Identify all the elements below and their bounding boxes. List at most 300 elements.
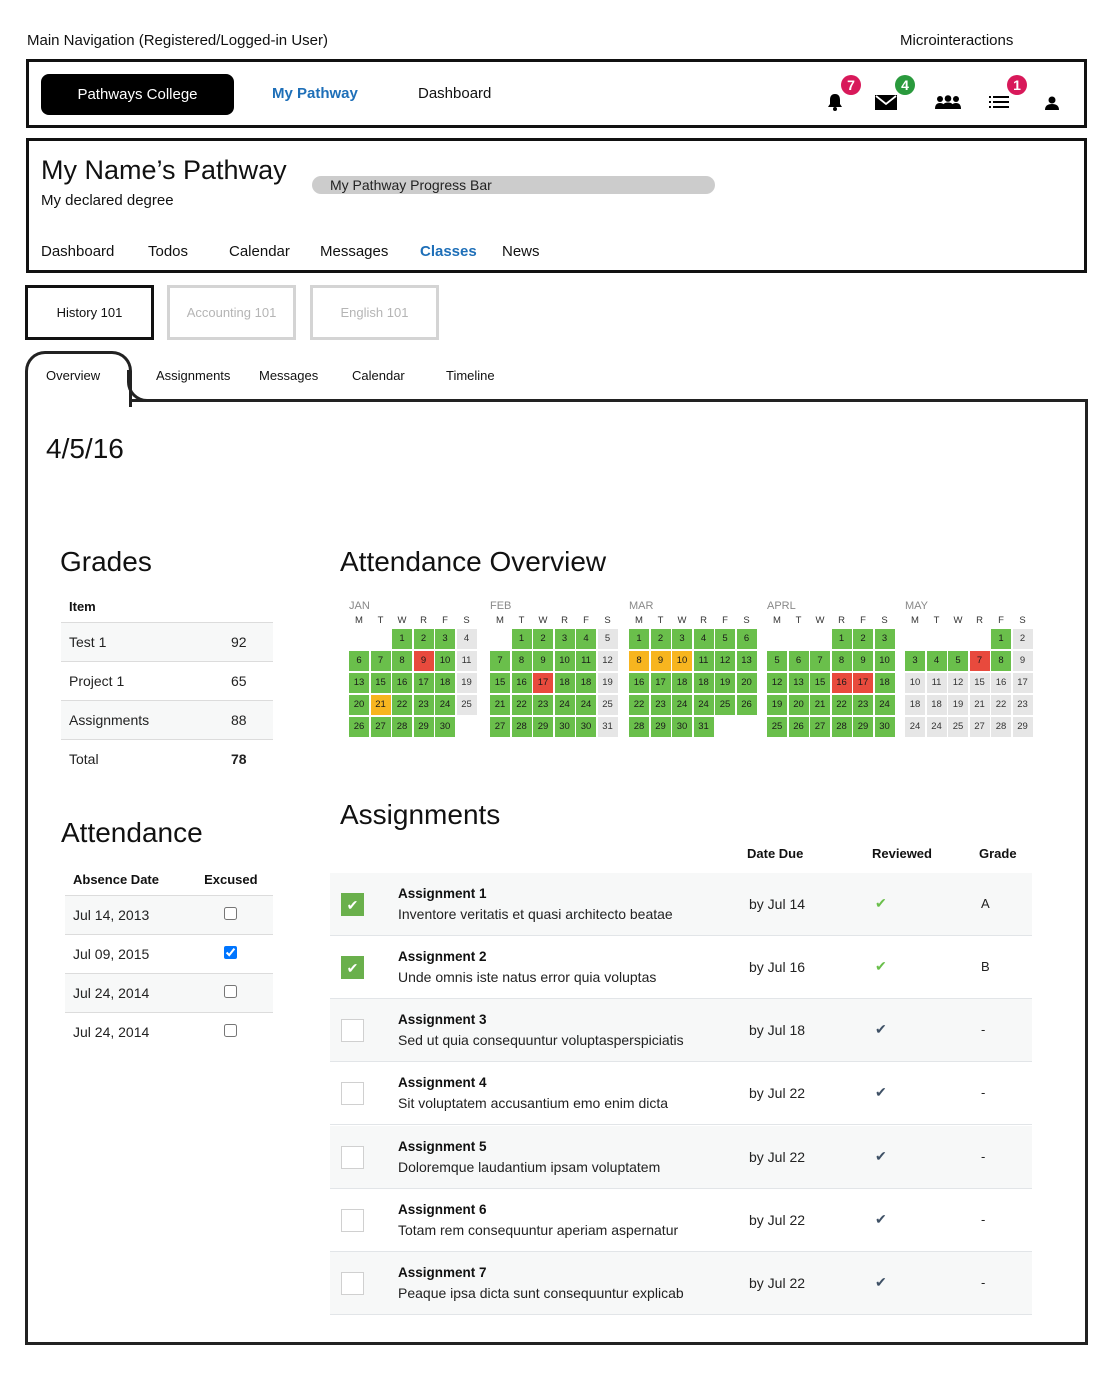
calendar-day[interactable]: 27 — [810, 717, 830, 737]
calendar-day[interactable]: 8 — [629, 651, 649, 671]
assignment-title: Assignment 5 — [398, 1139, 487, 1154]
calendar-day[interactable]: 23 — [414, 695, 434, 715]
nav-dashboard[interactable]: Dashboard — [418, 85, 492, 102]
weekday-label: R — [420, 615, 427, 626]
current-date: 4/5/16 — [46, 433, 124, 464]
weekday-label: T — [933, 615, 940, 626]
assignment-description: Doloremque laudantium ipsam voluptatem — [398, 1159, 661, 1175]
calendar-day[interactable]: 2 — [853, 629, 873, 649]
main-nav-caption: Main Navigation (Registered/Logged-in User) — [27, 32, 328, 49]
calendar-day[interactable]: 5 — [767, 651, 787, 671]
calendar-day[interactable]: 9 — [853, 651, 873, 671]
calendar-day[interactable]: 24 — [672, 695, 692, 715]
calendar-day[interactable]: 4 — [927, 651, 947, 671]
calendar-day[interactable]: 30 — [435, 717, 455, 737]
weekday-label: W — [538, 615, 548, 626]
calendar-day[interactable]: 28 — [629, 717, 649, 737]
calendar-day[interactable]: 22 — [512, 695, 532, 715]
assignment-checkbox[interactable]: ✔ — [341, 956, 364, 979]
assignment-due-date: by Jul 22 — [749, 1149, 806, 1165]
reviewed-check-icon: ✔ — [875, 1021, 887, 1037]
calendar-month — [490, 600, 618, 737]
assignment-checkbox[interactable] — [341, 1082, 364, 1105]
calendar-day[interactable]: 3 — [905, 651, 925, 671]
class-tab-history-101[interactable]: History 101 — [25, 285, 154, 340]
calendar-day[interactable]: 4 — [694, 629, 714, 649]
calendar-day[interactable]: 27 — [371, 717, 391, 737]
assignment-row[interactable] — [330, 1252, 1032, 1315]
calendar-day[interactable]: 20 — [349, 695, 369, 715]
weekday-label: F — [583, 615, 589, 626]
calendar-day[interactable]: 29 — [533, 717, 553, 737]
assignment-title: Assignment 2 — [398, 949, 487, 964]
group-icon — [935, 95, 961, 109]
weekday-label: M — [635, 615, 643, 626]
calendar-day[interactable]: 17 — [651, 673, 671, 693]
weekday-label: R — [700, 615, 707, 626]
notifications-badge: 7 — [841, 75, 861, 95]
calendar-day[interactable]: 18 — [435, 673, 455, 693]
calendar-month — [905, 600, 1033, 737]
assignment-grade: A — [981, 896, 990, 911]
user-icon — [1045, 96, 1059, 110]
calendar-day[interactable]: 23 — [533, 695, 553, 715]
weekday-label: F — [722, 615, 728, 626]
calendar-day[interactable]: 26 — [349, 717, 369, 737]
assignment-checkbox[interactable]: ✔ — [341, 893, 364, 916]
calendar-day[interactable]: 18 — [555, 673, 575, 693]
reviewed-header: Reviewed — [872, 846, 932, 861]
calendar-day[interactable]: 25 — [457, 695, 477, 715]
assignment-grade: B — [981, 959, 990, 974]
calendar-day[interactable]: 2 — [1013, 629, 1033, 649]
calendar-month — [767, 600, 895, 737]
calendar-day[interactable]: 22 — [991, 695, 1011, 715]
calendar-day[interactable]: 29 — [651, 717, 671, 737]
pathway-title: My Name’s Pathway — [41, 155, 287, 185]
excused-checkbox[interactable] — [224, 985, 237, 998]
main-navigation — [26, 59, 1087, 128]
reviewed-check-icon: ✔ — [875, 958, 887, 974]
assignment-description: Totam rem consequuntur aperiam aspernatur — [398, 1222, 679, 1238]
grades-heading: Grades — [60, 546, 152, 577]
todo-badge: 1 — [1007, 75, 1027, 95]
weekday-label: R — [561, 615, 568, 626]
calendar-day[interactable]: 15 — [371, 673, 391, 693]
excused-checkbox[interactable] — [224, 946, 237, 959]
calendar-empty — [970, 629, 990, 649]
calendar-day[interactable]: 27 — [490, 717, 510, 737]
weekday-label: M — [355, 615, 363, 626]
assignment-due-date: by Jul 18 — [749, 1022, 806, 1038]
calendar-day[interactable]: 10 — [555, 651, 575, 671]
table-row — [65, 973, 273, 1012]
assignment-row[interactable] — [330, 873, 1032, 936]
calendar-empty — [457, 717, 477, 737]
brand-button[interactable]: Pathways College — [41, 74, 234, 115]
assignment-row[interactable] — [330, 1062, 1032, 1125]
calendar-day[interactable]: 25 — [767, 717, 787, 737]
assignment-description: Unde omnis iste natus error quia voluptas — [398, 969, 657, 985]
messages-badge: 4 — [895, 75, 915, 95]
excused-checkbox[interactable] — [224, 1024, 237, 1037]
assignment-title: Assignment 1 — [398, 886, 487, 901]
calendar-day[interactable]: 4 — [576, 629, 596, 649]
absence-date: Jul 09, 2015 — [65, 934, 189, 973]
profile-button[interactable] — [1045, 82, 1059, 112]
tab-gap — [28, 399, 126, 405]
calendar-day[interactable]: 24 — [927, 717, 947, 737]
calendar-day[interactable]: 8 — [392, 651, 412, 671]
calendar-day[interactable]: 16 — [991, 673, 1011, 693]
calendar-day[interactable]: 15 — [490, 673, 510, 693]
calendar-day[interactable]: 26 — [789, 717, 809, 737]
calendar-empty — [905, 629, 925, 649]
assignment-title: Assignment 3 — [398, 1012, 487, 1027]
calendar-day[interactable]: 15 — [810, 673, 830, 693]
calendar-day[interactable]: 11 — [694, 651, 714, 671]
calendar-day[interactable]: 21 — [970, 695, 990, 715]
table-row — [65, 1012, 273, 1051]
table-row — [65, 895, 273, 934]
calendar-empty — [789, 629, 809, 649]
calendar-day[interactable]: 30 — [576, 717, 596, 737]
assignment-checkbox[interactable] — [341, 1272, 364, 1295]
calendar-empty — [737, 717, 757, 737]
calendar-day[interactable]: 3 — [555, 629, 575, 649]
calendar-day[interactable]: 1 — [392, 629, 412, 649]
calendar-day[interactable]: 16 — [392, 673, 412, 693]
calendar-day[interactable]: 12 — [715, 651, 735, 671]
calendar-day[interactable]: 28 — [512, 717, 532, 737]
weekday-label: T — [657, 615, 664, 626]
calendar-day[interactable]: 20 — [737, 673, 757, 693]
calendar-day[interactable]: 19 — [598, 673, 618, 693]
grade-value: 65 — [223, 661, 273, 700]
weekday-label: S — [1019, 615, 1026, 626]
calendar-day[interactable]: 9 — [1013, 651, 1033, 671]
assignment-grade: - — [981, 1149, 986, 1164]
calendar-day[interactable]: 7 — [970, 651, 990, 671]
weekday-label: S — [604, 615, 611, 626]
calendar-day[interactable]: 16 — [512, 673, 532, 693]
absence-date: Jul 24, 2014 — [65, 1012, 189, 1051]
grade-header: Grade — [979, 846, 1017, 861]
calendar-day[interactable]: 29 — [414, 717, 434, 737]
calendar-day[interactable]: 10 — [435, 651, 455, 671]
tab-dashboard[interactable]: Dashboard — [41, 243, 115, 260]
calendar-day[interactable]: 24 — [555, 695, 575, 715]
excused-header: Excused — [204, 872, 258, 888]
assignment-grade: - — [981, 1022, 986, 1037]
grades-header-item: Item — [69, 599, 96, 615]
weekday-label: W — [953, 615, 963, 626]
bell-icon — [827, 93, 843, 111]
calendar-day[interactable]: 18 — [576, 673, 596, 693]
page-tab-assignments[interactable]: Assignments — [156, 368, 231, 383]
calendar-day[interactable]: 8 — [991, 651, 1011, 671]
tab-news[interactable]: News — [502, 243, 540, 260]
calendar-day[interactable]: 19 — [767, 695, 787, 715]
calendar-day[interactable]: 19 — [948, 695, 968, 715]
pathway-header — [26, 138, 1087, 273]
date-due-header: Date Due — [747, 846, 804, 861]
nav-my-pathway[interactable]: My Pathway — [272, 85, 358, 102]
calendar-empty — [948, 629, 968, 649]
table-row — [65, 934, 273, 973]
page-tab-messages[interactable]: Messages — [259, 368, 319, 383]
assignment-row[interactable] — [330, 1189, 1032, 1252]
table-row — [61, 661, 273, 700]
pathway-progress-bar: My Pathway Progress Bar — [312, 176, 715, 194]
assignment-grade: - — [981, 1275, 986, 1290]
calendar-day[interactable]: 8 — [832, 651, 852, 671]
calendar-day[interactable]: 23 — [1013, 695, 1033, 715]
calendar-day[interactable]: 17 — [853, 673, 873, 693]
calendar-day[interactable]: 30 — [555, 717, 575, 737]
calendar-day[interactable]: 5 — [598, 629, 618, 649]
calendar-day[interactable]: 2 — [651, 629, 671, 649]
absence-date: Jul 24, 2014 — [65, 973, 189, 1012]
class-tab-english-101[interactable]: English 101 — [310, 285, 439, 340]
calendar-day[interactable]: 13 — [737, 651, 757, 671]
calendar-day[interactable]: 11 — [457, 651, 477, 671]
weekday-label: M — [496, 615, 504, 626]
grade-item: Total — [61, 739, 223, 778]
calendar-day[interactable]: 11 — [576, 651, 596, 671]
assignment-row[interactable] — [330, 1126, 1032, 1189]
calendar-day[interactable]: 22 — [832, 695, 852, 715]
calendar-day[interactable]: 30 — [875, 717, 895, 737]
assignment-description: Inventore veritatis et quasi architecto beatae — [398, 906, 673, 922]
calendar-day[interactable]: 7 — [490, 651, 510, 671]
calendar-day[interactable]: 16 — [832, 673, 852, 693]
calendar-day[interactable]: 27 — [970, 717, 990, 737]
assignment-title: Assignment 6 — [398, 1202, 487, 1217]
weekday-label: T — [795, 615, 802, 626]
page-tab-calendar[interactable]: Calendar — [352, 368, 405, 383]
calendar-day[interactable]: 25 — [948, 717, 968, 737]
calendar-day[interactable]: 16 — [629, 673, 649, 693]
assignments-heading: Assignments — [340, 799, 501, 830]
calendar-day[interactable]: 18 — [875, 673, 895, 693]
calendar-day[interactable]: 19 — [715, 673, 735, 693]
calendar-day[interactable]: 26 — [737, 695, 757, 715]
calendar-day[interactable]: 24 — [875, 695, 895, 715]
calendar-day[interactable]: 29 — [1013, 717, 1033, 737]
calendar-empty — [767, 629, 787, 649]
calendar-day[interactable]: 12 — [767, 673, 787, 693]
reviewed-check-icon: ✔ — [875, 1084, 887, 1100]
assignment-checkbox[interactable] — [341, 1209, 364, 1232]
declared-degree: My declared degree — [41, 192, 174, 209]
calendar-day[interactable]: 6 — [737, 629, 757, 649]
weekday-label: R — [976, 615, 983, 626]
weekday-label: F — [998, 615, 1004, 626]
reviewed-check-icon: ✔ — [875, 1148, 887, 1164]
absence-date: Jul 14, 2013 — [65, 895, 189, 934]
calendar-day[interactable]: 6 — [789, 651, 809, 671]
assignment-due-date: by Jul 22 — [749, 1085, 806, 1101]
grade-item: Test 1 — [61, 622, 223, 661]
page-tab-overview[interactable]: Overview — [46, 368, 101, 383]
weekday-label: F — [860, 615, 866, 626]
weekday-label: T — [377, 615, 384, 626]
calendar-day[interactable]: 10 — [875, 651, 895, 671]
grade-value: 88 — [223, 700, 273, 739]
month-label: MAR — [629, 600, 654, 612]
list-icon — [989, 95, 1009, 109]
weekday-label: W — [677, 615, 687, 626]
calendar-day[interactable]: 23 — [651, 695, 671, 715]
calendar-day[interactable]: 12 — [598, 651, 618, 671]
table-row — [61, 739, 273, 778]
calendar-day[interactable]: 2 — [533, 629, 553, 649]
weekday-label: M — [911, 615, 919, 626]
table-row — [61, 700, 273, 739]
calendar-day[interactable]: 9 — [651, 651, 671, 671]
calendar-day[interactable]: 5 — [948, 651, 968, 671]
calendar-day[interactable]: 17 — [414, 673, 434, 693]
calendar-day[interactable]: 30 — [672, 717, 692, 737]
calendar-day[interactable]: 25 — [715, 695, 735, 715]
calendar-day[interactable]: 1 — [832, 629, 852, 649]
weekday-label: F — [442, 615, 448, 626]
month-label: MAY — [905, 600, 929, 612]
reviewed-check-icon: ✔ — [875, 1211, 887, 1227]
grade-item: Assignments — [61, 700, 223, 739]
assignment-checkbox[interactable] — [341, 1019, 364, 1042]
tab-messages[interactable]: Messages — [320, 243, 389, 260]
attendance-table — [65, 865, 273, 1051]
calendar-day[interactable]: 18 — [905, 695, 925, 715]
calendar-day[interactable]: 21 — [810, 695, 830, 715]
assignment-grade: - — [981, 1085, 986, 1100]
calendar-day[interactable]: 29 — [853, 717, 873, 737]
calendar-day[interactable]: 21 — [490, 695, 510, 715]
weekday-label: S — [743, 615, 750, 626]
calendar-day[interactable]: 18 — [694, 673, 714, 693]
envelope-icon — [875, 95, 897, 110]
calendar-day[interactable]: 24 — [576, 695, 596, 715]
absence-date-header: Absence Date — [73, 872, 159, 888]
calendar-day[interactable]: 7 — [810, 651, 830, 671]
notifications-button[interactable] — [827, 77, 855, 112]
calendar-day[interactable]: 21 — [371, 695, 391, 715]
assignment-description: Sit voluptatem accusantium emo enim dicta — [398, 1095, 669, 1111]
calendar-month — [349, 600, 477, 737]
calendar-empty — [927, 629, 947, 649]
class-tab-accounting-101[interactable]: Accounting 101 — [167, 285, 296, 340]
excused-checkbox[interactable] — [224, 907, 237, 920]
weekday-label: S — [881, 615, 888, 626]
calendar-day[interactable]: 11 — [927, 673, 947, 693]
grades-table — [61, 592, 273, 778]
calendar-day[interactable]: 28 — [832, 717, 852, 737]
calendar-day[interactable]: 10 — [672, 651, 692, 671]
calendar-day[interactable]: 24 — [694, 695, 714, 715]
todo-list-button[interactable] — [989, 77, 1021, 112]
messages-button[interactable] — [875, 77, 909, 112]
calendar-day[interactable]: 15 — [970, 673, 990, 693]
calendar-day[interactable]: 13 — [349, 673, 369, 693]
weekday-label: W — [397, 615, 407, 626]
assignment-checkbox[interactable] — [341, 1146, 364, 1169]
tab-classes[interactable]: Classes — [420, 243, 477, 260]
calendar-empty — [371, 629, 391, 649]
calendar-day[interactable]: 7 — [371, 651, 391, 671]
calendar-day[interactable]: 31 — [598, 717, 618, 737]
assignment-due-date: by Jul 16 — [749, 959, 806, 975]
grade-total-value: 78 — [223, 739, 273, 778]
calendar-day[interactable]: 1 — [512, 629, 532, 649]
page-tab-timeline[interactable]: Timeline — [446, 368, 495, 383]
calendar-day[interactable]: 25 — [598, 695, 618, 715]
calendar-day[interactable]: 13 — [789, 673, 809, 693]
assignment-due-date: by Jul 22 — [749, 1212, 806, 1228]
attendance-overview-heading: Attendance Overview — [340, 546, 607, 577]
calendar-day[interactable]: 18 — [672, 673, 692, 693]
table-row — [61, 622, 273, 661]
calendar-day[interactable]: 3 — [435, 629, 455, 649]
calendar-empty — [490, 629, 510, 649]
calendar-day[interactable]: 3 — [875, 629, 895, 649]
calendar-day[interactable]: 6 — [349, 651, 369, 671]
calendar-empty — [349, 629, 369, 649]
calendar-day[interactable]: 28 — [392, 717, 412, 737]
calendar-day[interactable]: 17 — [533, 673, 553, 693]
groups-button[interactable] — [935, 82, 961, 112]
calendar-day[interactable]: 4 — [457, 629, 477, 649]
calendar-day[interactable]: 28 — [991, 717, 1011, 737]
month-label: JAN — [349, 600, 370, 612]
calendar-day[interactable]: 9 — [414, 651, 434, 671]
calendar-day[interactable]: 18 — [927, 695, 947, 715]
assignment-title: Assignment 4 — [398, 1075, 487, 1090]
calendar-day[interactable]: 10 — [905, 673, 925, 693]
calendar-day[interactable]: 22 — [392, 695, 412, 715]
weekday-label: R — [838, 615, 845, 626]
calendar-day[interactable]: 8 — [512, 651, 532, 671]
assignment-grade: - — [981, 1212, 986, 1227]
calendar-day[interactable]: 24 — [435, 695, 455, 715]
calendar-day[interactable]: 5 — [715, 629, 735, 649]
calendar-day[interactable]: 9 — [533, 651, 553, 671]
calendar-day[interactable]: 17 — [1013, 673, 1033, 693]
calendar-day[interactable]: 24 — [905, 717, 925, 737]
calendar-day[interactable]: 23 — [853, 695, 873, 715]
calendar-day[interactable]: 2 — [414, 629, 434, 649]
grade-value: 92 — [223, 622, 273, 661]
calendar-day[interactable]: 1 — [629, 629, 649, 649]
calendar-month — [629, 600, 757, 737]
calendar-day[interactable]: 20 — [789, 695, 809, 715]
assignment-row[interactable] — [330, 999, 1032, 1062]
assignment-row[interactable] — [330, 936, 1032, 999]
calendar-day[interactable]: 1 — [991, 629, 1011, 649]
tab-calendar[interactable]: Calendar — [229, 243, 290, 260]
reviewed-check-icon: ✔ — [875, 895, 887, 911]
calendar-day[interactable]: 12 — [948, 673, 968, 693]
calendar-day[interactable]: 22 — [629, 695, 649, 715]
month-label: FEB — [490, 600, 512, 612]
assignment-due-date: by Jul 14 — [749, 896, 806, 912]
calendar-day[interactable]: 31 — [694, 717, 714, 737]
calendar-day[interactable]: 3 — [672, 629, 692, 649]
tab-todos[interactable]: Todos — [148, 243, 189, 260]
reviewed-check-icon: ✔ — [875, 1274, 887, 1290]
calendar-day[interactable]: 19 — [457, 673, 477, 693]
